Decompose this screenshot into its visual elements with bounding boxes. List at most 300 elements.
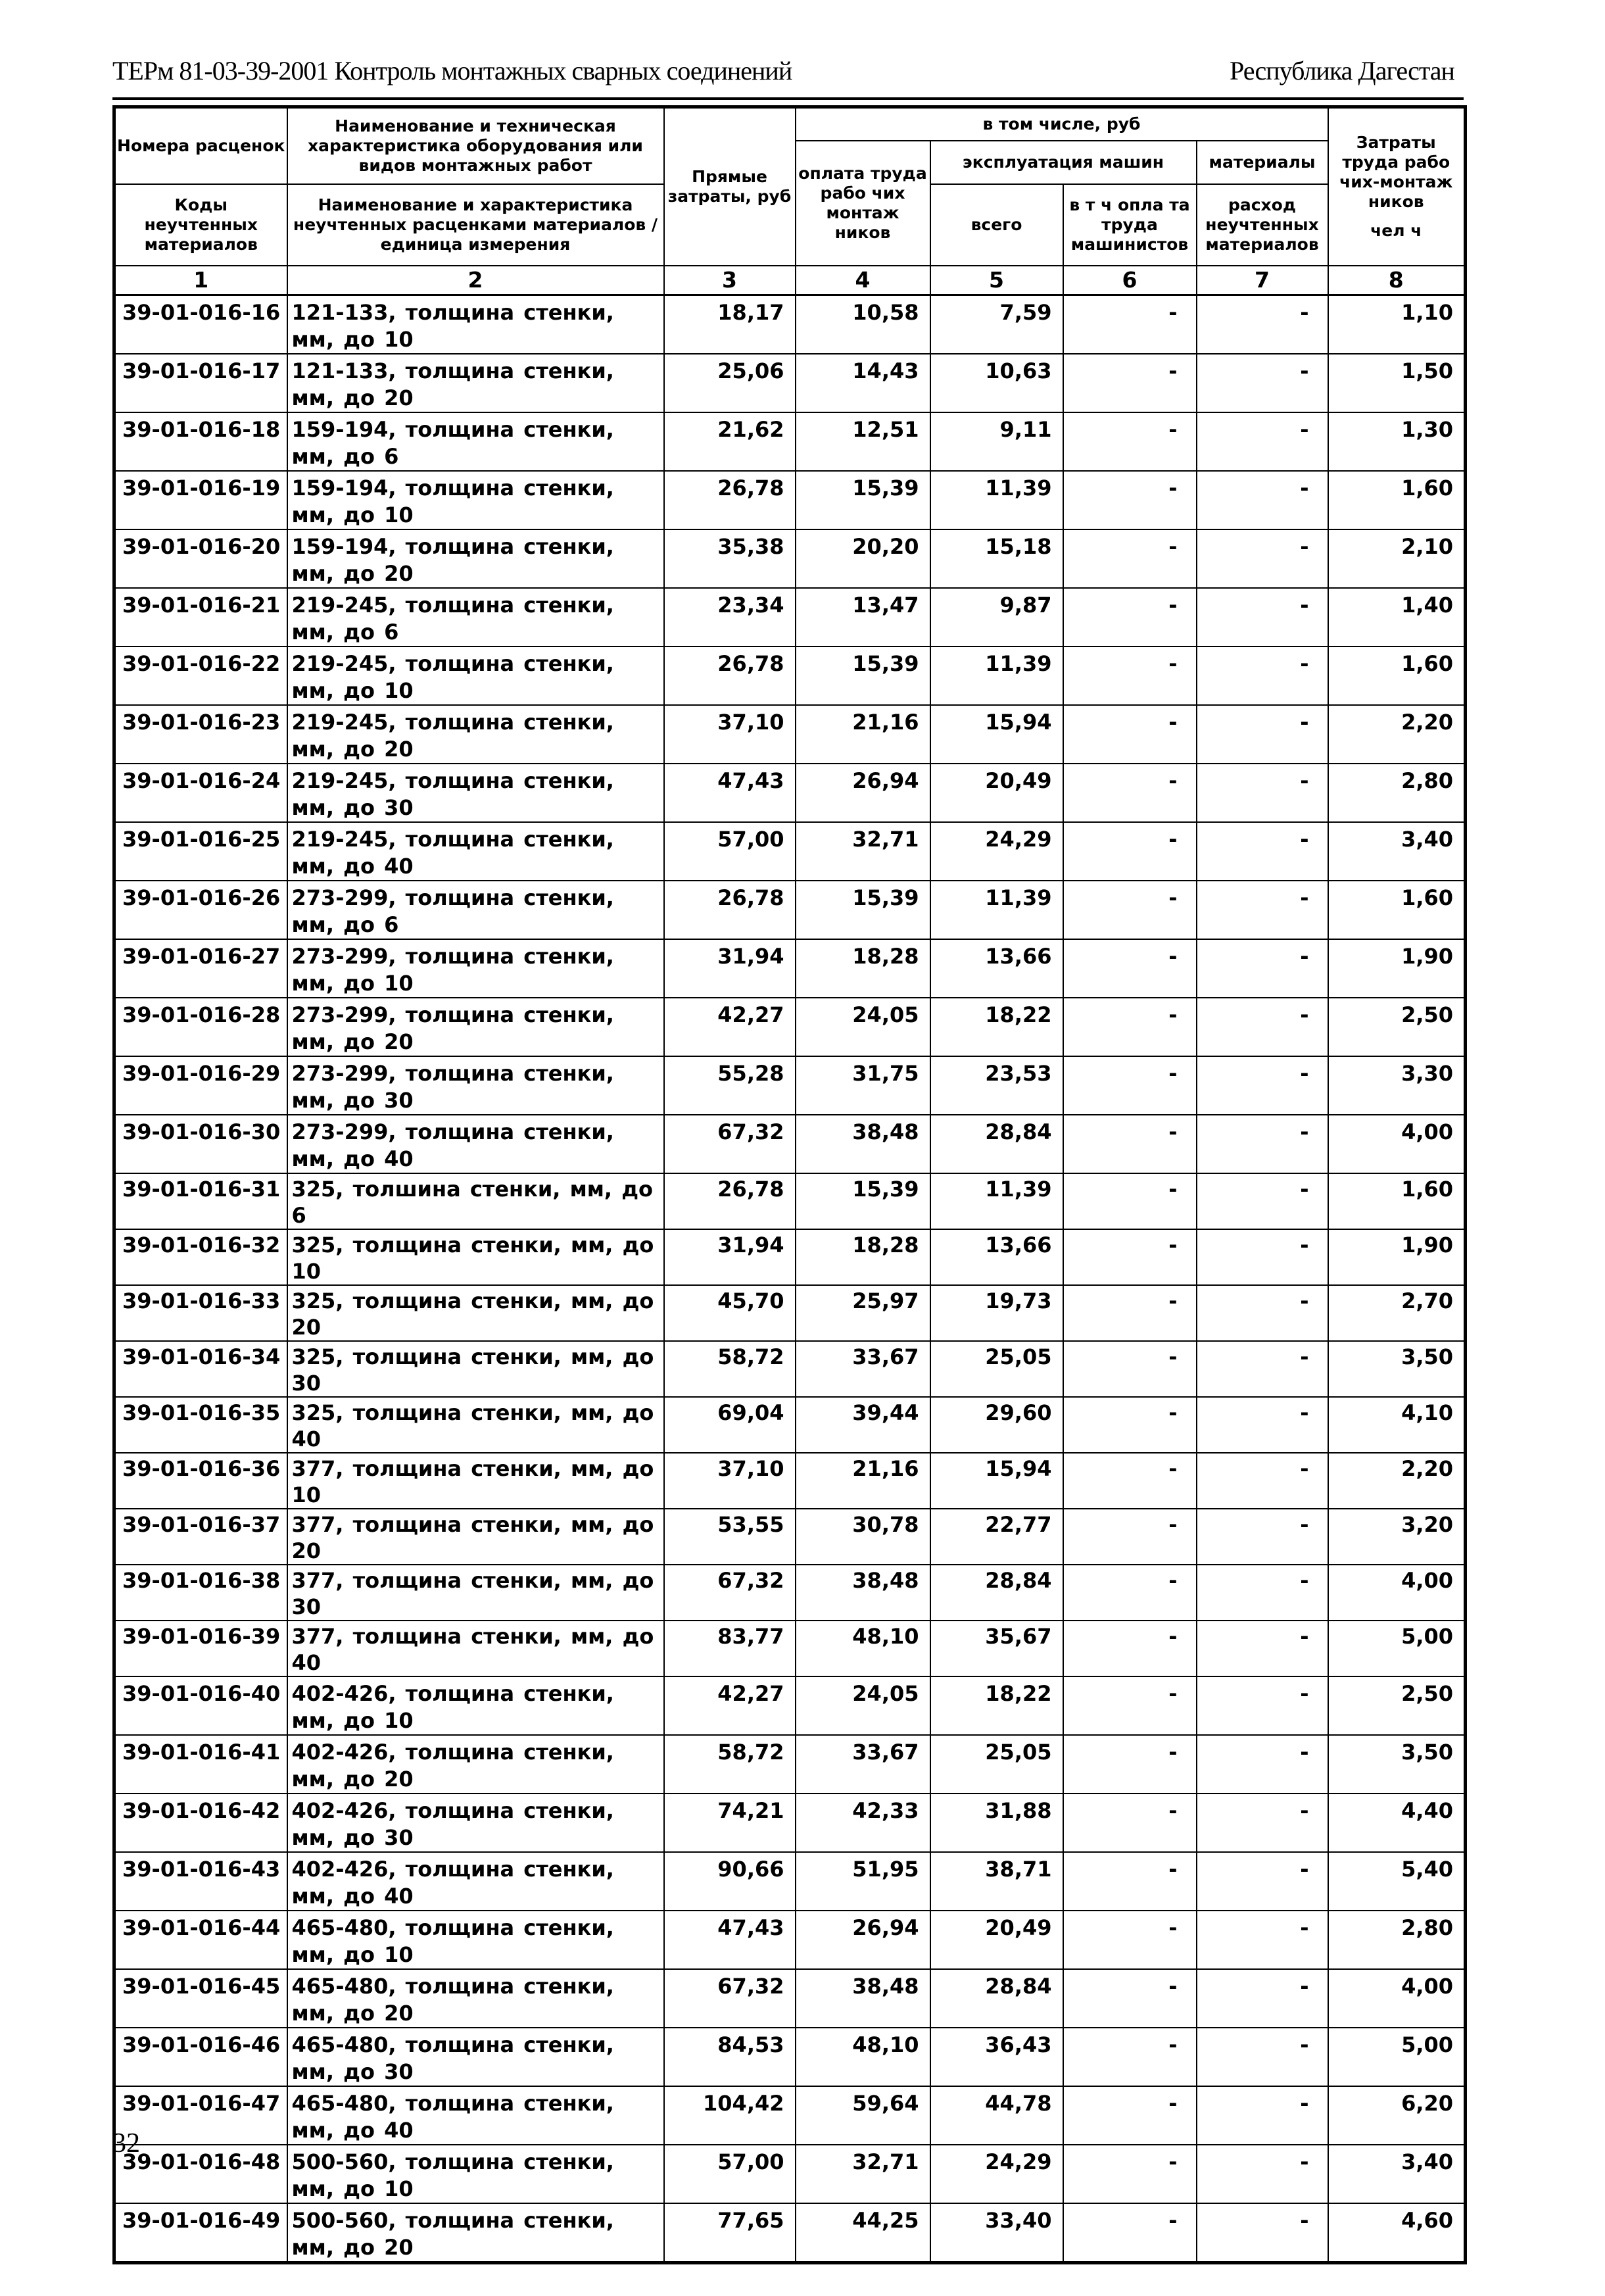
cell-work-name: 219-245, толщина стенки, мм, до 40 <box>287 822 664 881</box>
cell-work-name: 273-299, толщина стенки, мм, до 20 <box>287 998 664 1056</box>
cell-machine-costs: 24,29 <box>930 822 1063 881</box>
table-row <box>114 471 1466 529</box>
header-work-description: Наименование и техническая характеристика оборудования или видов монтажных работ <box>287 107 664 185</box>
table-row <box>114 529 1466 588</box>
header-machines-total: всего <box>930 184 1063 266</box>
table-row <box>114 764 1466 822</box>
table-row <box>114 295 1466 354</box>
cell-work-name: 500-560, толщина стенки, мм, до 20 <box>287 2203 664 2263</box>
cell-work-name: 402-426, толщина стенки, мм, до 10 <box>287 1676 664 1735</box>
table-row <box>114 1056 1466 1115</box>
cell-labor-hours: 5,00 <box>1328 1621 1466 1676</box>
header-worker-pay: оплата труда рабо чих монтаж ников <box>796 141 930 266</box>
cell-operator-pay: - <box>1063 1397 1197 1453</box>
cell-operator-pay: - <box>1063 881 1197 939</box>
cell-worker-pay: 44,25 <box>796 2203 930 2263</box>
cell-labor-hours: 4,60 <box>1328 2203 1466 2263</box>
cell-material-consumption: - <box>1197 881 1328 939</box>
cell-material-consumption: - <box>1197 647 1328 705</box>
cell-work-name: 325, толшина стенки, мм, до 6 <box>287 1173 664 1229</box>
cell-worker-pay: 26,94 <box>796 764 930 822</box>
cell-operator-pay: - <box>1063 2203 1197 2263</box>
cell-work-name: 377, толщина стенки, мм, до 20 <box>287 1509 664 1565</box>
cell-machine-costs: 24,29 <box>930 2145 1063 2203</box>
cell-operator-pay: - <box>1063 1509 1197 1565</box>
cell-work-name: 377, толщина стенки, мм, до 30 <box>287 1565 664 1621</box>
cell-operator-pay: - <box>1063 529 1197 588</box>
cell-worker-pay: 32,71 <box>796 2145 930 2203</box>
cell-rate-code: 39-01-016-47 <box>114 2086 287 2145</box>
table-row <box>114 2145 1466 2203</box>
cell-machine-costs: 35,67 <box>930 1621 1063 1676</box>
cell-work-name: 465-480, толщина стенки, мм, до 40 <box>287 2086 664 2145</box>
cell-rate-code: 39-01-016-23 <box>114 705 287 764</box>
cell-rate-code: 39-01-016-28 <box>114 998 287 1056</box>
cell-rate-code: 39-01-016-29 <box>114 1056 287 1115</box>
cell-material-consumption: - <box>1197 529 1328 588</box>
table-row <box>114 1173 1466 1229</box>
cell-material-consumption: - <box>1197 1565 1328 1621</box>
cell-rate-code: 39-01-016-20 <box>114 529 287 588</box>
cell-labor-hours: 5,00 <box>1328 2028 1466 2086</box>
column-number: 4 <box>796 266 930 295</box>
cell-operator-pay: - <box>1063 1621 1197 1676</box>
cell-labor-hours: 4,00 <box>1328 1115 1466 1173</box>
cell-worker-pay: 26,94 <box>796 1911 930 1969</box>
cell-worker-pay: 15,39 <box>796 471 930 529</box>
cell-rate-code: 39-01-016-21 <box>114 588 287 647</box>
cell-rate-code: 39-01-016-32 <box>114 1229 287 1285</box>
cell-rate-code: 39-01-016-38 <box>114 1565 287 1621</box>
cell-worker-pay: 48,10 <box>796 1621 930 1676</box>
cell-rate-code: 39-01-016-45 <box>114 1969 287 2028</box>
cell-material-consumption: - <box>1197 1794 1328 1852</box>
cell-material-consumption: - <box>1197 1621 1328 1676</box>
cell-worker-pay: 33,67 <box>796 1735 930 1794</box>
cell-worker-pay: 13,47 <box>796 588 930 647</box>
cell-material-consumption: - <box>1197 354 1328 412</box>
cell-direct-costs: 67,32 <box>664 1565 796 1621</box>
cell-work-name: 159-194, толщина стенки, мм, до 10 <box>287 471 664 529</box>
table-row <box>114 939 1466 998</box>
header-materials: материалы <box>1197 141 1328 184</box>
cell-work-name: 325, толщина стенки, мм, до 30 <box>287 1341 664 1397</box>
cell-rate-code: 39-01-016-39 <box>114 1621 287 1676</box>
cell-operator-pay: - <box>1063 2028 1197 2086</box>
cell-direct-costs: 67,32 <box>664 1969 796 2028</box>
cell-work-name: 465-480, толщина стенки, мм, до 20 <box>287 1969 664 2028</box>
cell-direct-costs: 37,10 <box>664 705 796 764</box>
cell-rate-code: 39-01-016-24 <box>114 764 287 822</box>
cell-work-name: 273-299, толщина стенки, мм, до 10 <box>287 939 664 998</box>
cell-material-consumption: - <box>1197 588 1328 647</box>
cell-direct-costs: 67,32 <box>664 1115 796 1173</box>
cell-rate-code: 39-01-016-34 <box>114 1341 287 1397</box>
cell-worker-pay: 30,78 <box>796 1509 930 1565</box>
cell-worker-pay: 48,10 <box>796 2028 930 2086</box>
cell-operator-pay: - <box>1063 2145 1197 2203</box>
cell-worker-pay: 42,33 <box>796 1794 930 1852</box>
cell-rate-code: 39-01-016-48 <box>114 2145 287 2203</box>
cell-work-name: 465-480, толщина стенки, мм, до 30 <box>287 2028 664 2086</box>
cell-work-name: 325, толщина стенки, мм, до 10 <box>287 1229 664 1285</box>
table-row <box>114 647 1466 705</box>
cell-work-name: 121-133, толщина стенки, мм, до 20 <box>287 354 664 412</box>
cell-work-name: 159-194, толщина стенки, мм, до 20 <box>287 529 664 588</box>
cell-direct-costs: 83,77 <box>664 1621 796 1676</box>
cell-worker-pay: 21,16 <box>796 705 930 764</box>
cell-material-consumption: - <box>1197 1509 1328 1565</box>
cell-direct-costs: 37,10 <box>664 1453 796 1509</box>
header-direct-costs: Прямые затраты, руб <box>664 107 796 266</box>
cell-direct-costs: 31,94 <box>664 1229 796 1285</box>
cell-work-name: 465-480, толщина стенки, мм, до 10 <box>287 1911 664 1969</box>
header-operator-pay: в т ч опла та труда машинистов <box>1063 184 1197 266</box>
cell-labor-hours: 2,80 <box>1328 764 1466 822</box>
cell-machine-costs: 28,84 <box>930 1115 1063 1173</box>
cell-worker-pay: 18,28 <box>796 939 930 998</box>
cell-machine-costs: 31,88 <box>930 1794 1063 1852</box>
cell-rate-code: 39-01-016-27 <box>114 939 287 998</box>
cell-rate-code: 39-01-016-49 <box>114 2203 287 2263</box>
table-row <box>114 588 1466 647</box>
cell-machine-costs: 13,66 <box>930 939 1063 998</box>
cell-material-consumption: - <box>1197 1341 1328 1397</box>
cell-material-consumption: - <box>1197 1911 1328 1969</box>
cell-material-consumption: - <box>1197 2145 1328 2203</box>
table-row <box>114 1735 1466 1794</box>
cell-rate-code: 39-01-016-43 <box>114 1852 287 1911</box>
table-row <box>114 1115 1466 1173</box>
cell-rate-code: 39-01-016-22 <box>114 647 287 705</box>
cell-operator-pay: - <box>1063 1115 1197 1173</box>
cell-work-name: 325, толщина стенки, мм, до 20 <box>287 1285 664 1341</box>
header-material-description: Наименование и характеристика неучтенных расценками материалов / единица измерения <box>287 184 664 266</box>
cell-labor-hours: 1,60 <box>1328 881 1466 939</box>
cell-worker-pay: 15,39 <box>796 881 930 939</box>
cell-operator-pay: - <box>1063 412 1197 471</box>
cell-operator-pay: - <box>1063 1285 1197 1341</box>
cell-machine-costs: 25,05 <box>930 1735 1063 1794</box>
cell-work-name: 121-133, толщина стенки, мм, до 10 <box>287 295 664 354</box>
cell-machine-costs: 38,71 <box>930 1852 1063 1911</box>
cell-operator-pay: - <box>1063 1453 1197 1509</box>
cell-labor-hours: 2,80 <box>1328 1911 1466 1969</box>
cell-worker-pay: 24,05 <box>796 1676 930 1735</box>
cell-direct-costs: 58,72 <box>664 1735 796 1794</box>
cell-rate-code: 39-01-016-19 <box>114 471 287 529</box>
cell-operator-pay: - <box>1063 1229 1197 1285</box>
cell-direct-costs: 58,72 <box>664 1341 796 1397</box>
cell-worker-pay: 38,48 <box>796 1969 930 2028</box>
cell-labor-hours: 1,60 <box>1328 1173 1466 1229</box>
column-number: 2 <box>287 266 664 295</box>
cell-operator-pay: - <box>1063 998 1197 1056</box>
cell-material-consumption: - <box>1197 1056 1328 1115</box>
cell-machine-costs: 15,18 <box>930 529 1063 588</box>
table-row <box>114 1794 1466 1852</box>
cell-work-name: 219-245, толщина стенки, мм, до 6 <box>287 588 664 647</box>
cell-labor-hours: 4,00 <box>1328 1969 1466 2028</box>
column-number: 8 <box>1328 266 1466 295</box>
cell-operator-pay: - <box>1063 1911 1197 1969</box>
cell-work-name: 219-245, толщина стенки, мм, до 20 <box>287 705 664 764</box>
cell-work-name: 402-426, толщина стенки, мм, до 20 <box>287 1735 664 1794</box>
cell-operator-pay: - <box>1063 939 1197 998</box>
cell-rate-code: 39-01-016-18 <box>114 412 287 471</box>
column-number: 1 <box>114 266 287 295</box>
cell-rate-code: 39-01-016-41 <box>114 1735 287 1794</box>
cell-operator-pay: - <box>1063 588 1197 647</box>
cell-machine-costs: 11,39 <box>930 647 1063 705</box>
cell-operator-pay: - <box>1063 1969 1197 2028</box>
cell-machine-costs: 18,22 <box>930 998 1063 1056</box>
cell-labor-hours: 2,70 <box>1328 1285 1466 1341</box>
table-row <box>114 1285 1466 1341</box>
cell-material-consumption: - <box>1197 1735 1328 1794</box>
table-row <box>114 354 1466 412</box>
cell-direct-costs: 47,43 <box>664 1911 796 1969</box>
cell-worker-pay: 32,71 <box>796 822 930 881</box>
cell-machine-costs: 11,39 <box>930 471 1063 529</box>
cell-worker-pay: 33,67 <box>796 1341 930 1397</box>
cell-direct-costs: 84,53 <box>664 2028 796 2086</box>
cell-direct-costs: 55,28 <box>664 1056 796 1115</box>
cell-direct-costs: 74,21 <box>664 1794 796 1852</box>
cell-operator-pay: - <box>1063 705 1197 764</box>
cell-material-consumption: - <box>1197 939 1328 998</box>
cell-direct-costs: 77,65 <box>664 2203 796 2263</box>
cell-material-consumption: - <box>1197 1173 1328 1229</box>
cell-machine-costs: 9,11 <box>930 412 1063 471</box>
cell-rate-code: 39-01-016-30 <box>114 1115 287 1173</box>
cell-worker-pay: 20,20 <box>796 529 930 588</box>
rates-table <box>112 105 1467 2264</box>
cell-labor-hours: 2,20 <box>1328 705 1466 764</box>
cell-machine-costs: 20,49 <box>930 764 1063 822</box>
cell-machine-costs: 18,22 <box>930 1676 1063 1735</box>
cell-worker-pay: 15,39 <box>796 1173 930 1229</box>
cell-labor-hours: 4,10 <box>1328 1397 1466 1453</box>
cell-direct-costs: 35,38 <box>664 529 796 588</box>
header-including: в том числе, руб <box>796 107 1328 141</box>
cell-material-consumption: - <box>1197 998 1328 1056</box>
cell-material-consumption: - <box>1197 705 1328 764</box>
table-row <box>114 1911 1466 1969</box>
cell-material-consumption: - <box>1197 822 1328 881</box>
cell-operator-pay: - <box>1063 1565 1197 1621</box>
cell-direct-costs: 26,78 <box>664 881 796 939</box>
cell-rate-code: 39-01-016-16 <box>114 295 287 354</box>
cell-machine-costs: 9,87 <box>930 588 1063 647</box>
column-number: 3 <box>664 266 796 295</box>
cell-worker-pay: 24,05 <box>796 998 930 1056</box>
cell-work-name: 273-299, толщина стенки, мм, до 40 <box>287 1115 664 1173</box>
cell-machine-costs: 33,40 <box>930 2203 1063 2263</box>
cell-operator-pay: - <box>1063 1056 1197 1115</box>
header-labor-hours-title: Затраты труда рабо чих-монтаж ников <box>1339 133 1453 211</box>
cell-operator-pay: - <box>1063 295 1197 354</box>
cell-direct-costs: 31,94 <box>664 939 796 998</box>
cell-material-consumption: - <box>1197 412 1328 471</box>
cell-labor-hours: 3,50 <box>1328 1341 1466 1397</box>
cell-labor-hours: 1,60 <box>1328 471 1466 529</box>
cell-rate-code: 39-01-016-44 <box>114 1911 287 1969</box>
cell-work-name: 402-426, толщина стенки, мм, до 40 <box>287 1852 664 1911</box>
cell-machine-costs: 28,84 <box>930 1969 1063 2028</box>
cell-direct-costs: 53,55 <box>664 1509 796 1565</box>
table-row <box>114 1565 1466 1621</box>
cell-rate-code: 39-01-016-31 <box>114 1173 287 1229</box>
cell-direct-costs: 45,70 <box>664 1285 796 1341</box>
cell-machine-costs: 7,59 <box>930 295 1063 354</box>
cell-labor-hours: 3,40 <box>1328 822 1466 881</box>
cell-rate-code: 39-01-016-35 <box>114 1397 287 1453</box>
cell-material-consumption: - <box>1197 1285 1328 1341</box>
cell-labor-hours: 2,50 <box>1328 998 1466 1056</box>
table-row <box>114 412 1466 471</box>
cell-worker-pay: 14,43 <box>796 354 930 412</box>
cell-material-consumption: - <box>1197 295 1328 354</box>
page-number: 32 <box>112 2128 140 2159</box>
table-row <box>114 1397 1466 1453</box>
header-labor-hours-unit: чел ч <box>1370 221 1422 240</box>
header-rate-numbers: Номера расценок <box>114 107 287 185</box>
cell-machine-costs: 19,73 <box>930 1285 1063 1341</box>
cell-operator-pay: - <box>1063 354 1197 412</box>
cell-labor-hours: 1,40 <box>1328 588 1466 647</box>
table-row <box>114 1969 1466 2028</box>
cell-worker-pay: 51,95 <box>796 1852 930 1911</box>
header-labor-hours <box>1328 107 1466 266</box>
cell-worker-pay: 21,16 <box>796 1453 930 1509</box>
cell-operator-pay: - <box>1063 1341 1197 1397</box>
table-row <box>114 1621 1466 1676</box>
cell-labor-hours: 3,20 <box>1328 1509 1466 1565</box>
table-body <box>114 295 1466 2263</box>
cell-rate-code: 39-01-016-17 <box>114 354 287 412</box>
cell-direct-costs: 47,43 <box>664 764 796 822</box>
cell-work-name: 159-194, толщина стенки, мм, до 6 <box>287 412 664 471</box>
cell-labor-hours: 3,30 <box>1328 1056 1466 1115</box>
cell-material-consumption: - <box>1197 1676 1328 1735</box>
cell-labor-hours: 1,10 <box>1328 295 1466 354</box>
cell-machine-costs: 28,84 <box>930 1565 1063 1621</box>
cell-rate-code: 39-01-016-42 <box>114 1794 287 1852</box>
cell-worker-pay: 38,48 <box>796 1565 930 1621</box>
cell-material-consumption: - <box>1197 1969 1328 2028</box>
cell-direct-costs: 57,00 <box>664 2145 796 2203</box>
cell-labor-hours: 4,00 <box>1328 1565 1466 1621</box>
cell-operator-pay: - <box>1063 1852 1197 1911</box>
table-row <box>114 1509 1466 1565</box>
cell-operator-pay: - <box>1063 1676 1197 1735</box>
cell-machine-costs: 22,77 <box>930 1509 1063 1565</box>
cell-rate-code: 39-01-016-36 <box>114 1453 287 1509</box>
cell-work-name: 377, толщина стенки, мм, до 40 <box>287 1621 664 1676</box>
cell-work-name: 219-245, толщина стенки, мм, до 10 <box>287 647 664 705</box>
cell-machine-costs: 11,39 <box>930 1173 1063 1229</box>
cell-worker-pay: 25,97 <box>796 1285 930 1341</box>
cell-rate-code: 39-01-016-26 <box>114 881 287 939</box>
running-header-title: ТЕРм 81-03-39-2001 Контроль монтажных сварных соединений <box>112 56 792 85</box>
cell-machine-costs: 15,94 <box>930 705 1063 764</box>
cell-direct-costs: 42,27 <box>664 998 796 1056</box>
cell-material-consumption: - <box>1197 1115 1328 1173</box>
table-row <box>114 822 1466 881</box>
cell-material-consumption: - <box>1197 1852 1328 1911</box>
cell-machine-costs: 23,53 <box>930 1056 1063 1115</box>
cell-labor-hours: 3,40 <box>1328 2145 1466 2203</box>
cell-rate-code: 39-01-016-25 <box>114 822 287 881</box>
cell-labor-hours: 2,10 <box>1328 529 1466 588</box>
table-header <box>114 107 1466 295</box>
table-row <box>114 2203 1466 2263</box>
column-numbers-row <box>114 266 1466 295</box>
cell-labor-hours: 2,50 <box>1328 1676 1466 1735</box>
cell-material-consumption: - <box>1197 764 1328 822</box>
cell-operator-pay: - <box>1063 764 1197 822</box>
cell-direct-costs: 23,34 <box>664 588 796 647</box>
cell-rate-code: 39-01-016-46 <box>114 2028 287 2086</box>
table-row <box>114 1676 1466 1735</box>
cell-labor-hours: 4,40 <box>1328 1794 1466 1852</box>
cell-worker-pay: 31,75 <box>796 1056 930 1115</box>
cell-machine-costs: 15,94 <box>930 1453 1063 1509</box>
cell-direct-costs: 26,78 <box>664 647 796 705</box>
cell-machine-costs: 11,39 <box>930 881 1063 939</box>
table-row <box>114 881 1466 939</box>
cell-labor-hours: 3,50 <box>1328 1735 1466 1794</box>
cell-work-name: 402-426, толщина стенки, мм, до 30 <box>287 1794 664 1852</box>
cell-labor-hours: 1,60 <box>1328 647 1466 705</box>
cell-direct-costs: 18,17 <box>664 295 796 354</box>
cell-direct-costs: 90,66 <box>664 1852 796 1911</box>
table-row <box>114 998 1466 1056</box>
cell-machine-costs: 44,78 <box>930 2086 1063 2145</box>
column-number: 6 <box>1063 266 1197 295</box>
header-machine-operation: эксплуатация машин <box>930 141 1197 184</box>
cell-direct-costs: 69,04 <box>664 1397 796 1453</box>
table-row <box>114 705 1466 764</box>
column-number: 7 <box>1197 266 1328 295</box>
cell-direct-costs: 26,78 <box>664 471 796 529</box>
header-material-codes: Коды неучтенных материалов <box>114 184 287 266</box>
cell-worker-pay: 59,64 <box>796 2086 930 2145</box>
cell-work-name: 273-299, толщина стенки, мм, до 30 <box>287 1056 664 1115</box>
table-row <box>114 2028 1466 2086</box>
cell-direct-costs: 26,78 <box>664 1173 796 1229</box>
table-row <box>114 1341 1466 1397</box>
cell-material-consumption: - <box>1197 1453 1328 1509</box>
table-row <box>114 1852 1466 1911</box>
cell-direct-costs: 21,62 <box>664 412 796 471</box>
cell-direct-costs: 57,00 <box>664 822 796 881</box>
cell-machine-costs: 25,05 <box>930 1341 1063 1397</box>
cell-labor-hours: 1,90 <box>1328 939 1466 998</box>
cell-direct-costs: 42,27 <box>664 1676 796 1735</box>
cell-labor-hours: 1,30 <box>1328 412 1466 471</box>
cell-labor-hours: 5,40 <box>1328 1852 1466 1911</box>
cell-operator-pay: - <box>1063 1794 1197 1852</box>
header-rule <box>112 97 1464 100</box>
cell-operator-pay: - <box>1063 647 1197 705</box>
cell-operator-pay: - <box>1063 1173 1197 1229</box>
cell-worker-pay: 38,48 <box>796 1115 930 1173</box>
cell-machine-costs: 20,49 <box>930 1911 1063 1969</box>
cell-labor-hours: 1,90 <box>1328 1229 1466 1285</box>
cell-labor-hours: 1,50 <box>1328 354 1466 412</box>
